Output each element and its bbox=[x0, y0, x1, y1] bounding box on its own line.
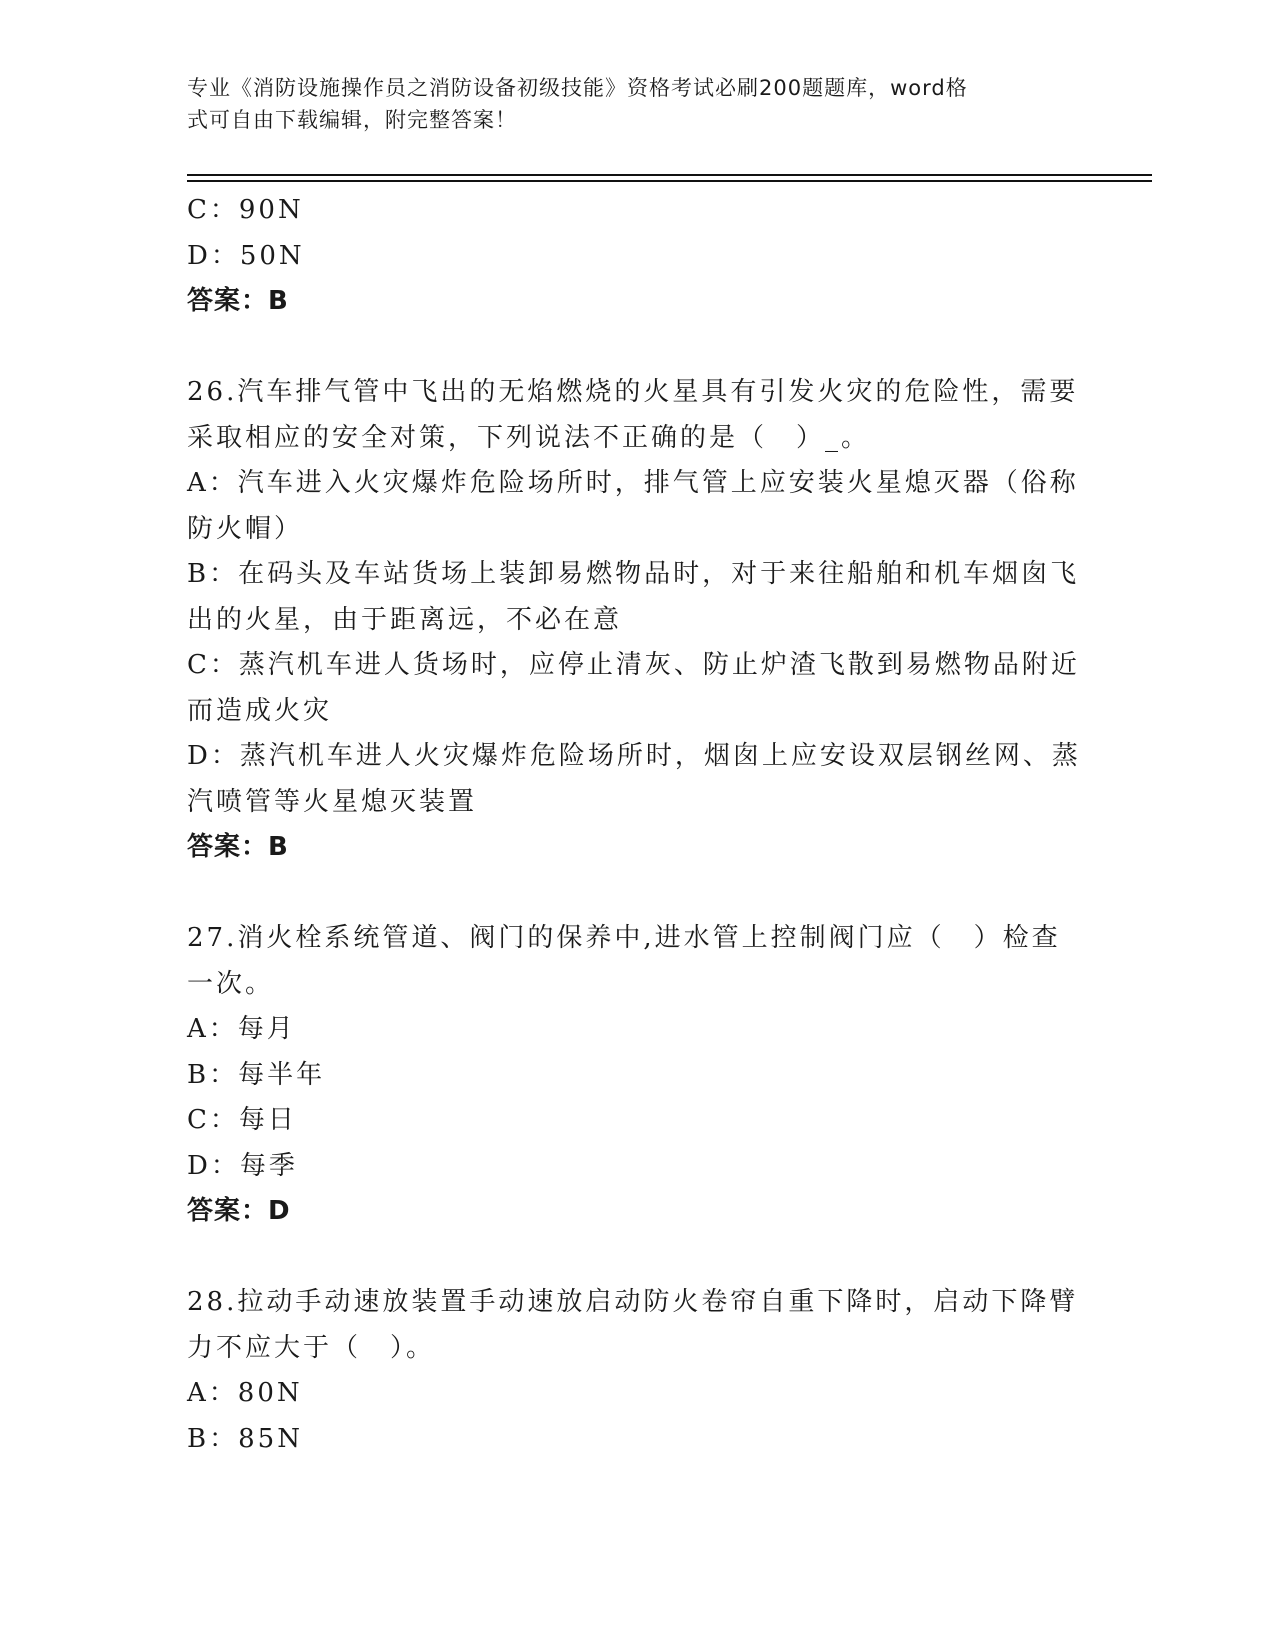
question-25-tail bbox=[187, 188, 1067, 325]
option-c: C：每日 bbox=[187, 1105, 297, 1135]
question-stem-line-1: 26.汽车排气管中飞出的无焰燃烧的火星具有引发火灾的危险性，需要 bbox=[187, 377, 1079, 407]
option-b-line-1: B：在码头及车站货场上装卸易燃物品时，对于来往船舶和机车烟囱飞 bbox=[187, 559, 1080, 589]
question-27 bbox=[187, 916, 1067, 1235]
option-d-line-1: D：蒸汽机车进人火灾爆炸危险场所时，烟囱上应安设双层钢丝网、蒸 bbox=[187, 741, 1081, 771]
spacer bbox=[187, 871, 1067, 917]
spacer bbox=[187, 1235, 1067, 1281]
option-a-line-2: 防火帽） bbox=[187, 513, 304, 544]
option-b: B：每半年 bbox=[187, 1059, 326, 1090]
option-a: A：80N bbox=[187, 1378, 303, 1408]
question-stem-line-2: 力不应大于（ ）。 bbox=[187, 1332, 436, 1363]
header-divider-top bbox=[187, 174, 1152, 176]
option-c-line-2: 而造成火灾 bbox=[187, 695, 333, 726]
question-stem-line-1: 28.拉动手动速放装置手动速放启动防火卷帘自重下降时，启动下降臂 bbox=[187, 1287, 1079, 1317]
question-stem-line-2: 采取相应的安全对策，下列说法不正确的是（ ）_。 bbox=[187, 422, 871, 453]
option-d-line-2: 汽喷管等火星熄灭装置 bbox=[187, 786, 478, 817]
option-b: B：85N bbox=[187, 1423, 303, 1454]
answer-line: 答案：B bbox=[187, 832, 289, 862]
question-28 bbox=[187, 1280, 1079, 1462]
option-a-line-1: A：汽车进入火灾爆炸危险场所时，排气管上应安装火星熄灭器（俗称 bbox=[187, 468, 1079, 498]
question-stem-line-1: 27.消火栓系统管道、阀门的保养中,进水管上控制阀门应（ ）检查 bbox=[187, 923, 1061, 953]
option-a: A：每月 bbox=[187, 1014, 296, 1044]
option-b-line-2: 出的火星，由于距离远，不必在意 bbox=[187, 604, 623, 635]
answer-line: 答案：D bbox=[187, 1196, 291, 1226]
option-c: C：90N bbox=[187, 195, 304, 225]
spacer bbox=[187, 325, 1067, 371]
header-title-line-1: 专业《消防设施操作员之消防设备初级技能》资格考试必刷200题题库，word格 bbox=[187, 76, 968, 100]
option-d: D：50N bbox=[187, 240, 305, 271]
question-stem-line-2: 一次。 bbox=[187, 968, 275, 999]
document-header bbox=[187, 72, 1067, 136]
option-c-line-1: C：蒸汽机车进人货场时，应停止清灰、防止炉渣飞散到易燃物品附近 bbox=[187, 650, 1080, 680]
header-divider-bottom bbox=[187, 180, 1152, 182]
question-list bbox=[187, 188, 1081, 1462]
answer-line: 答案：B bbox=[187, 286, 289, 316]
header-title-line-2: 式可自由下载编辑，附完整答案！ bbox=[187, 108, 517, 132]
question-26 bbox=[187, 370, 1081, 871]
option-d: D：每季 bbox=[187, 1150, 298, 1181]
